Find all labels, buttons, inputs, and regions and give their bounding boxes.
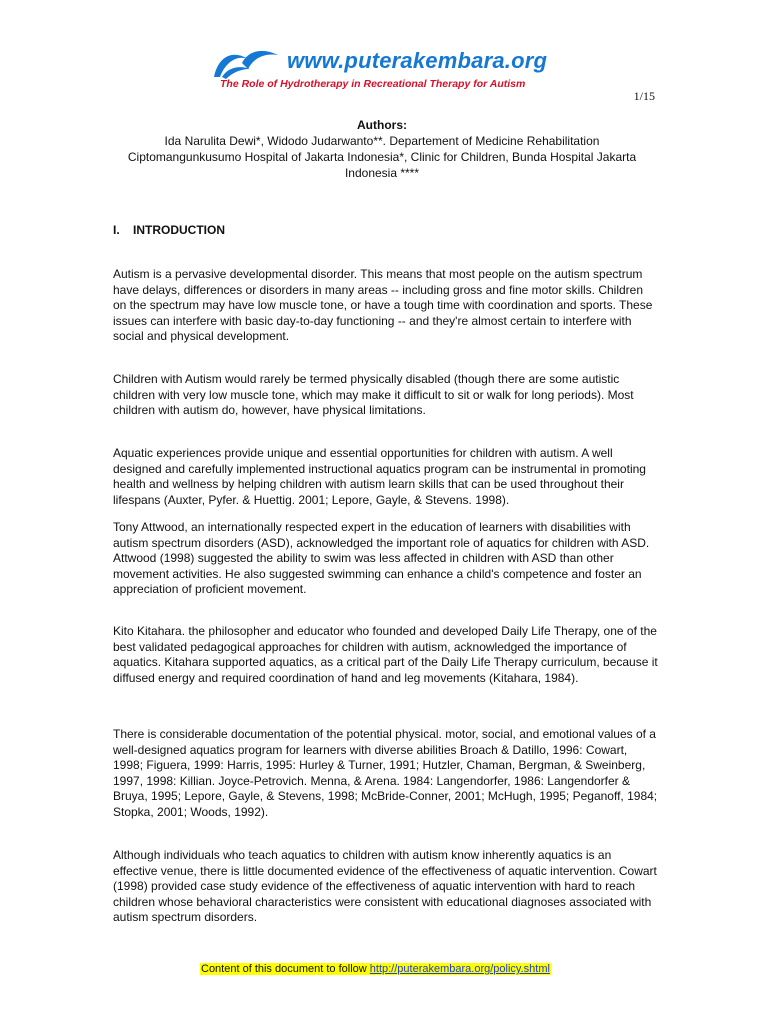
section-title: INTRODUCTION [133, 223, 225, 237]
birds-logo-icon [212, 47, 282, 81]
page-header [212, 45, 572, 95]
paragraph: Kito Kitahara. the philosopher and educator who founded and developed Daily Life Therapy, one of the best validated pedagogical approaches for children with autism, acknowledged the importance of aquatics. Kitahara supported aquatics, as a critical part of the Daily Life Therapy curriculum, because it diffused energy and required coordination of hand and leg movements (Kitahara, 1984). [113, 624, 658, 685]
paragraph: Although individuals who teach aquatics to children with autism know inherently aquatics is an effective venue, there is little documented evidence of the effectiveness of aquatic intervention. Cowart (1998) provided case study evidence of the effectiveness of aquatic intervention with hard to reach children whose behavioral characteristics were consistent with educational diagnoses associated with autism spectrum disorders. [113, 848, 657, 925]
paragraph: Children with Autism would rarely be termed physically disabled (though there are some autistic children with very low muscle tone, which may make it difficult to sit or walk for long periods). Most children with autism do, however, have physical limitations. [113, 372, 634, 418]
footer-text: Content of this document to follow [201, 963, 370, 975]
authors-text: Ida Narulita Dewi*, Widodo Judarwanto**. Departement of Medicine Rehabilitation Ciptomangunkusumo Hospital of Jakarta Indonesia*, Clinic for Children, Bunda Hospital Jakarta Indonesia **** [127, 134, 637, 180]
policy-link[interactable]: http://puterakembara.org/policy.shtml [369, 963, 550, 975]
paragraph: There is considerable documentation of the potential physical. motor, social, and emotional values of a well-designed aquatics program for learners with diverse abilities Broach & Datillo, 1996: Cowart, 1998; Figuera, 1999: Harris, 1995: Hurley & Turner, 1991; Hutzler, Chaman, Bergman, & Sweinberg, 1997, 1998: Killian. Joyce-Petrovich. Menna, & Arena. 1984: Langendorfer, 1986: Langendorfer & Bruya, 1995; Lepore, Gayle, & Stevens, 1998; McBride-Conner, 2001; McHugh, 1995; Peganoff, 1984; Stopka, 2001; Woods, 1992). [113, 727, 658, 819]
paragraph: Autism is a pervasive developmental disorder. This means that most people on the autism spectrum have delays, differences or disorders in many areas -- including gross and fine motor skills. Children on the spectrum may have low muscle tone, or have a tough time with coordination and sports. These issues can interfere with basic day-to-day functioning -- and they're almost certain to interfere with social and physical development. [113, 267, 653, 344]
section-heading [113, 223, 225, 237]
paragraph: Aquatic experiences provide unique and essential opportunities for children with autism. A well designed and carefully implemented instructional aquatics program can be instrumental in promoting health and wellness by helping children with autism learn skills that can be used throughout their lifespans (Auxter, Pyfer. & Huettig. 2001; Lepore, Gayle, & Stevens. 1998). [113, 446, 646, 507]
page-footer [200, 963, 551, 975]
section-number: I. [113, 223, 120, 237]
document-subtitle: The Role of Hydrotherapy in Recreational Therapy for Autism [220, 78, 526, 90]
site-url: www.puterakembara.org [287, 48, 548, 73]
authors-heading: Authors: [357, 118, 407, 132]
paragraph: Tony Attwood, an internationally respected expert in the education of learners with disabilities with autism spectrum disorders (ASD), acknowledged the important role of aquatics for children with ASD. Attwood (1998) suggested the ability to swim was less affected in children with ASD than other movement activities. He also suggested swimming can enhance a child's competence and foster an appreciation of proficient movement. [113, 520, 650, 597]
page-number: 1/15 [633, 89, 655, 103]
